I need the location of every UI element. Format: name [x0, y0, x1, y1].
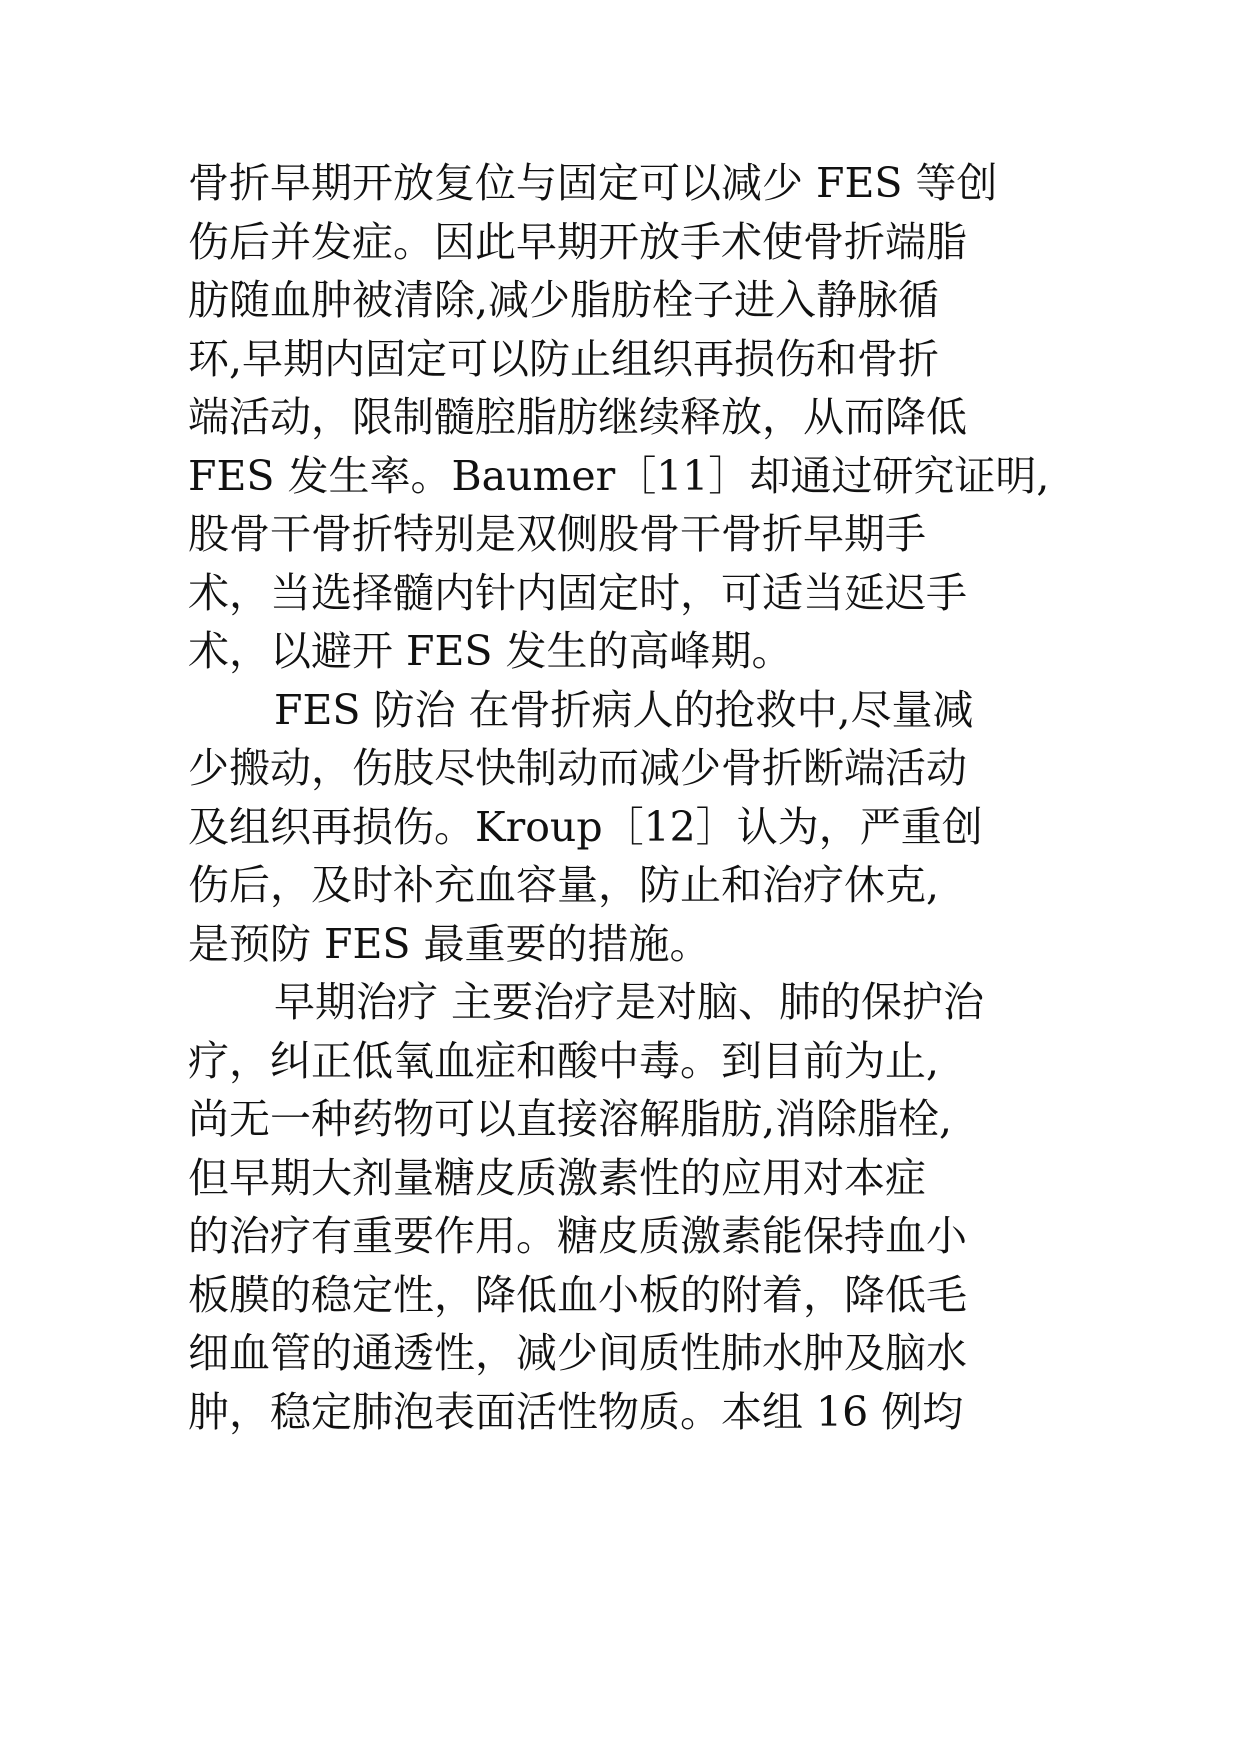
text-line: FES 防治 在骨折病人的抢救中,尽量减 [274, 685, 974, 734]
text-line: 股骨干骨折特别是双侧股骨干骨折早期手 [188, 510, 926, 558]
text-line: 伤后并发症。因此早期开放手术使骨折端脂 [188, 217, 967, 266]
text-line: 及组织再损伤。Kroup［12］认为，严重创 [188, 802, 983, 851]
text-line: 肿，稳定肺泡表面活性物质。本组 16 例均 [188, 1387, 964, 1436]
text-line: 骨折早期开放复位与固定可以减少 FES 等创 [188, 159, 998, 207]
text-line: 疗，纠正低氧血症和酸中毒。到目前为止, [188, 1036, 940, 1085]
text-line: 伤后，及时补充血容量，防止和治疗休克, [188, 861, 940, 909]
paragraph-early-treatment [188, 973, 1068, 1441]
text-line: 尚无一种药物可以直接溶解脂肪,消除脂栓, [188, 1095, 953, 1143]
text-line: 细血管的通透性，减少间质性肺水肿及脑水 [188, 1329, 967, 1377]
paragraph-fes-prevention [188, 681, 1068, 974]
text-line: 是预防 FES 最重要的措施。 [188, 919, 711, 968]
text-line: 术，以避开 FES 发生的高峰期。 [188, 627, 793, 675]
text-line: 的治疗有重要作用。糖皮质激素能保持血小 [188, 1212, 967, 1260]
text-line: 肪随血肿被清除,减少脂肪栓子进入静脉循 [188, 276, 940, 324]
text-line: 端活动，限制髓腔脂肪继续释放，从而降低 [188, 393, 967, 441]
paragraph-fes-timing [188, 154, 1068, 681]
text-line: FES 发生率。Baumer［11］却通过研究证明, [188, 451, 1050, 500]
body-text [188, 154, 1068, 1441]
text-line: 板膜的稳定性，降低血小板的附着，降低毛 [188, 1270, 967, 1319]
text-line: 早期治疗 主要治疗是对脑、肺的保护治 [274, 978, 985, 1026]
text-line: 术，当选择髓内针内固定时，可适当延迟手 [188, 568, 967, 617]
text-line: 环,早期内固定可以防止组织再损伤和骨折 [188, 334, 940, 383]
text-line: 少搬动，伤肢尽快制动而减少骨折断端活动 [188, 744, 967, 792]
text-line: 但早期大剂量糖皮质激素性的应用对本症 [188, 1153, 926, 1202]
